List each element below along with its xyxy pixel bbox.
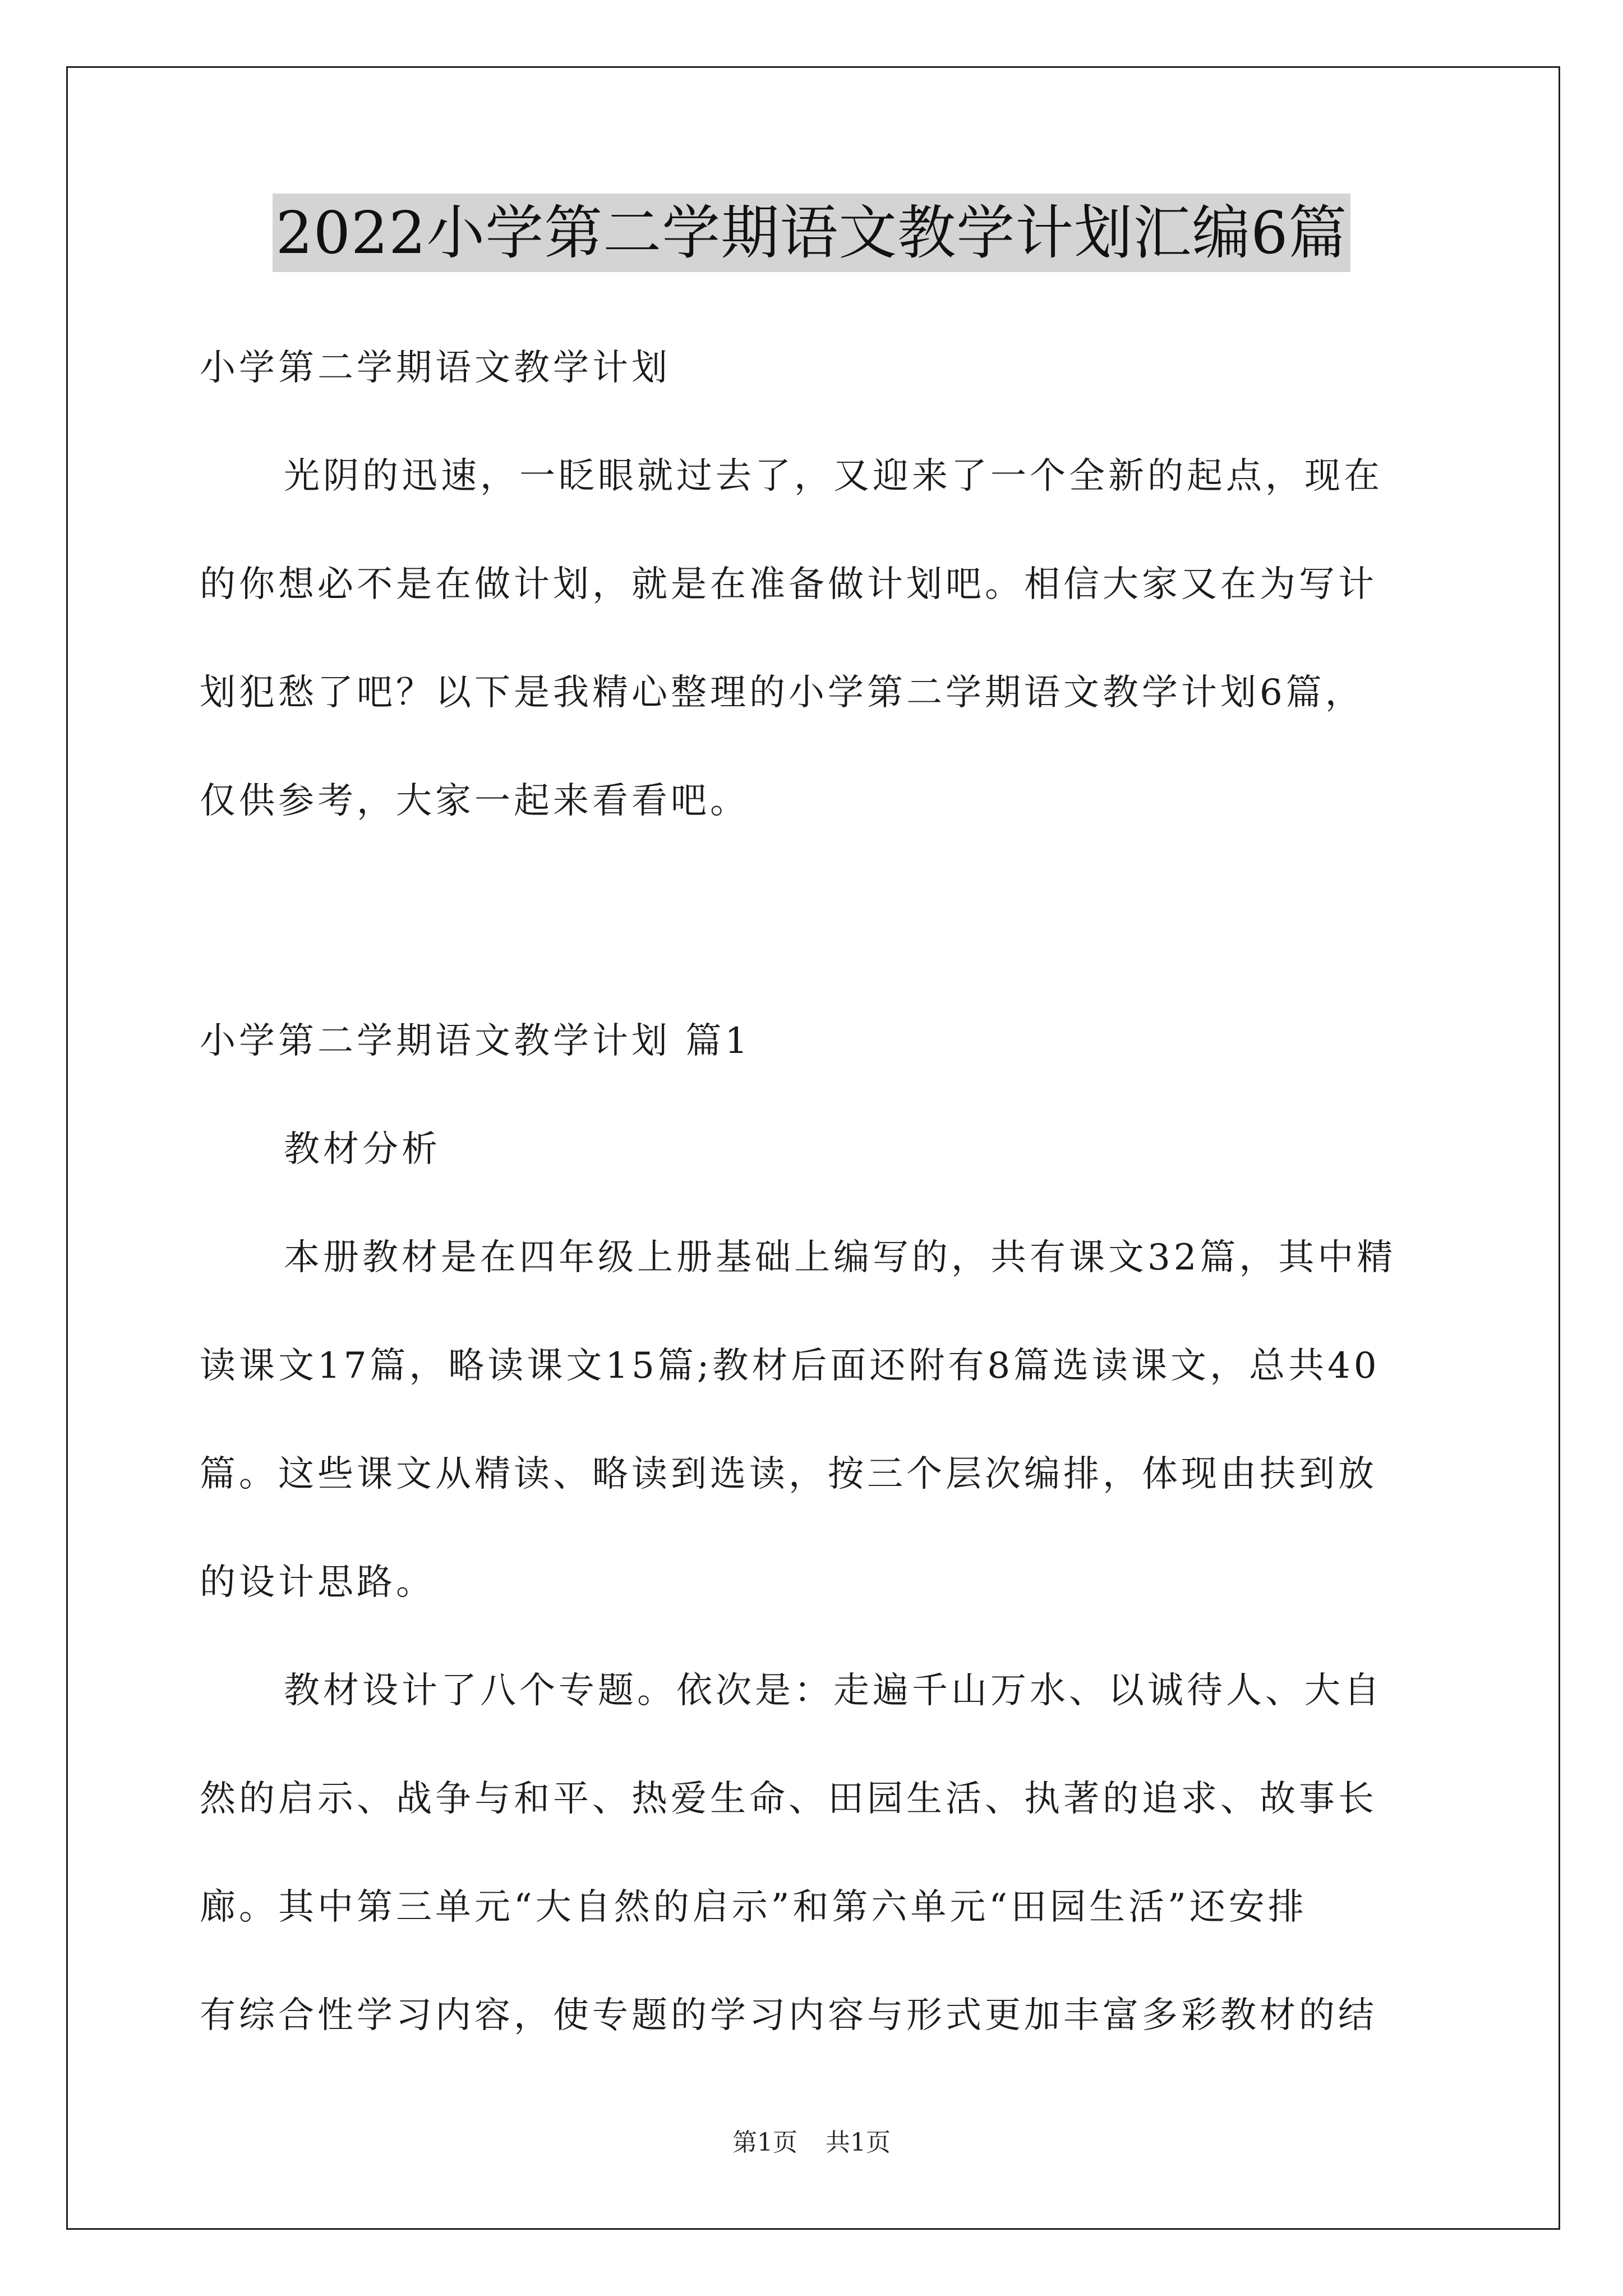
intro-line: 光阴的迅速，一眨眼就过去了，又迎来了一个全新的起点，现在: [284, 455, 1383, 497]
document-body: [200, 314, 1433, 2070]
page-footer: [0, 2126, 1623, 2160]
intro-line: 划犯愁了吧？以下是我精心整理的小学第二学期语文教学计划6篇，: [200, 672, 1364, 714]
paragraph-line: 廊。其中第三单元“大自然的启示”和第六单元“田园生活”还安排: [200, 1887, 1307, 1928]
title-area: [0, 194, 1623, 272]
paragraph-line: 然的启示、战争与和平、热爱生命、田园生活、执著的追求、故事长: [200, 1778, 1377, 1820]
paragraph-line: 读课文17篇，略读课文15篇;教材后面还附有8篇选读课文，总共40: [200, 1345, 1380, 1387]
page-total: 共1页: [826, 2128, 891, 2157]
page-number: 第1页: [732, 2128, 797, 2157]
paragraph-line: 有综合性学习内容，使专题的学习内容与形式更加丰富多彩教材的结: [200, 1995, 1377, 2036]
document-title: 2022小学第二学期语文教学计划汇编6篇: [273, 194, 1351, 272]
paragraph-line: 的设计思路。: [200, 1562, 435, 1603]
paragraph-line: 教材设计了八个专题。依次是：走遍千山万水、以诚待人、大自: [284, 1670, 1383, 1711]
subheading: 教材分析: [284, 1129, 441, 1170]
intro-heading: 小学第二学期语文教学计划: [200, 347, 671, 389]
section-spacer: [200, 855, 1433, 987]
paragraph-line: 篇。这些课文从精读、略读到选读，按三个层次编排，体现由扶到放: [200, 1453, 1377, 1495]
section-heading: 小学第二学期语文教学计划 篇1: [200, 1020, 751, 1062]
paragraph-line: 本册教材是在四年级上册基础上编写的，共有课文32篇，其中精: [284, 1237, 1396, 1278]
intro-line: 仅供参考，大家一起来看看吧。: [200, 780, 749, 822]
intro-line: 的你想必不是在做计划，就是在准备做计划吧。相信大家又在为写计: [200, 564, 1377, 605]
